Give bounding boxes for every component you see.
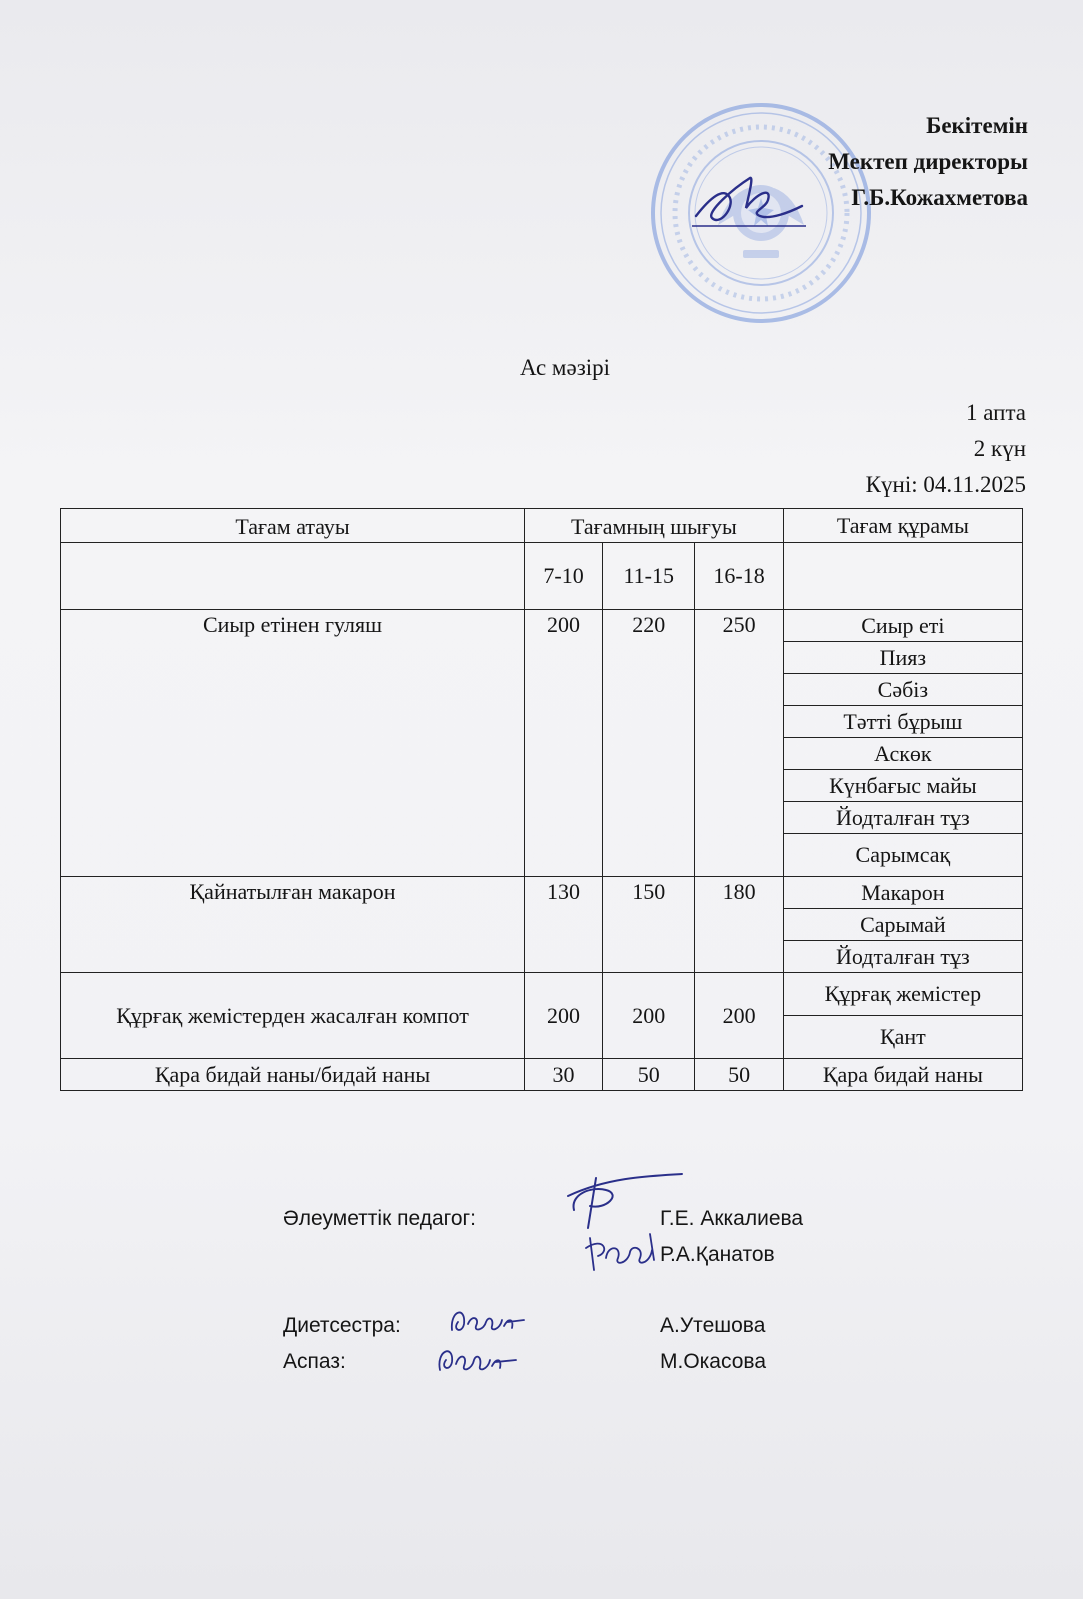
dish-name: Қайнатылған макарон	[61, 877, 525, 973]
ingredient-cell: Сәбіз	[783, 674, 1022, 706]
cook-signature-icon	[434, 1338, 520, 1380]
amount-cell: 30	[525, 1059, 603, 1091]
week-label: 1 апта	[965, 400, 1026, 425]
amount-cell: 50	[695, 1059, 783, 1091]
ingredient-cell: Макарон	[783, 877, 1022, 909]
header-ingredients: Тағам құрамы	[783, 509, 1022, 543]
dish-name: Сиыр етінен гуляш	[61, 610, 525, 877]
dish-name: Құрғақ жемістерден жасалған компот	[61, 973, 525, 1059]
approval-title: Бекітемін	[926, 113, 1028, 138]
ingredient-cell: Қант	[783, 1016, 1022, 1059]
ingredient-cell: Қара бидай наны	[783, 1059, 1022, 1091]
ingredient-cell: Сарымай	[783, 909, 1022, 941]
amount-cell: 220	[603, 610, 695, 877]
cook-label: Аспаз:	[283, 1350, 346, 1373]
header-yield: Тағамның шығуы	[525, 509, 784, 543]
director-signature-icon	[690, 168, 810, 238]
table-row	[61, 973, 1023, 1016]
dietitian-name: А.Утешова	[660, 1314, 766, 1337]
second-signature-icon	[584, 1230, 662, 1276]
social-pedagogue-name-1: Г.Е. Аккалиева	[660, 1207, 804, 1230]
ingredient-cell: Сарымсақ	[783, 834, 1022, 877]
ingredient-cell: Йодталған тұз	[783, 941, 1022, 973]
day-label: 2 күн	[973, 436, 1026, 461]
amount-cell: 200	[525, 610, 603, 877]
ingredient-cell: Күнбағыс майы	[783, 770, 1022, 802]
document-title: Ас мәзірі	[519, 355, 611, 380]
table-header-row	[61, 509, 1023, 543]
amount-cell: 200	[525, 973, 603, 1059]
social-pedagogue-name-2: Р.А.Қанатов	[660, 1243, 775, 1266]
ingredient-cell: Сиыр еті	[783, 610, 1022, 642]
amount-cell: 50	[603, 1059, 695, 1091]
age-group-3: 16-18	[695, 543, 783, 610]
age-group-2: 11-15	[603, 543, 695, 610]
ingredient-cell: Йодталған тұз	[783, 802, 1022, 834]
table-row	[61, 1059, 1023, 1091]
dish-name: Қара бидай наны/бидай наны	[61, 1059, 525, 1091]
amount-cell: 200	[695, 973, 783, 1059]
amount-cell: 250	[695, 610, 783, 877]
table-row	[61, 877, 1023, 909]
amount-cell: 150	[603, 877, 695, 973]
date-label: Күні: 04.11.2025	[865, 472, 1026, 497]
social-pedagogue-label: Әлеуметтік педагог:	[283, 1207, 476, 1230]
ingredient-cell: Аскөк	[783, 738, 1022, 770]
subheader-empty-ing	[783, 543, 1022, 610]
ingredient-cell: Пияз	[783, 642, 1022, 674]
dietitian-label: Диетсестра:	[283, 1314, 401, 1337]
age-group-1: 7-10	[525, 543, 603, 610]
subheader-empty	[61, 543, 525, 610]
amount-cell: 200	[603, 973, 695, 1059]
approval-position: Мектеп директоры	[828, 149, 1028, 174]
ingredient-cell: Тәтті бұрыш	[783, 706, 1022, 738]
table-row	[61, 610, 1023, 642]
dietitian-signature-icon	[448, 1300, 528, 1340]
header-name: Тағам атауы	[61, 509, 525, 543]
amount-cell: 130	[525, 877, 603, 973]
amount-cell: 180	[695, 877, 783, 973]
cook-name: М.Окасова	[660, 1350, 767, 1373]
ingredient-cell: Құрғақ жемістер	[783, 973, 1022, 1016]
table-subheader-row	[61, 543, 1023, 610]
approval-name: Г.Б.Кожахметова	[851, 185, 1028, 210]
approval-block	[828, 108, 1028, 216]
menu-table	[60, 508, 1023, 1091]
